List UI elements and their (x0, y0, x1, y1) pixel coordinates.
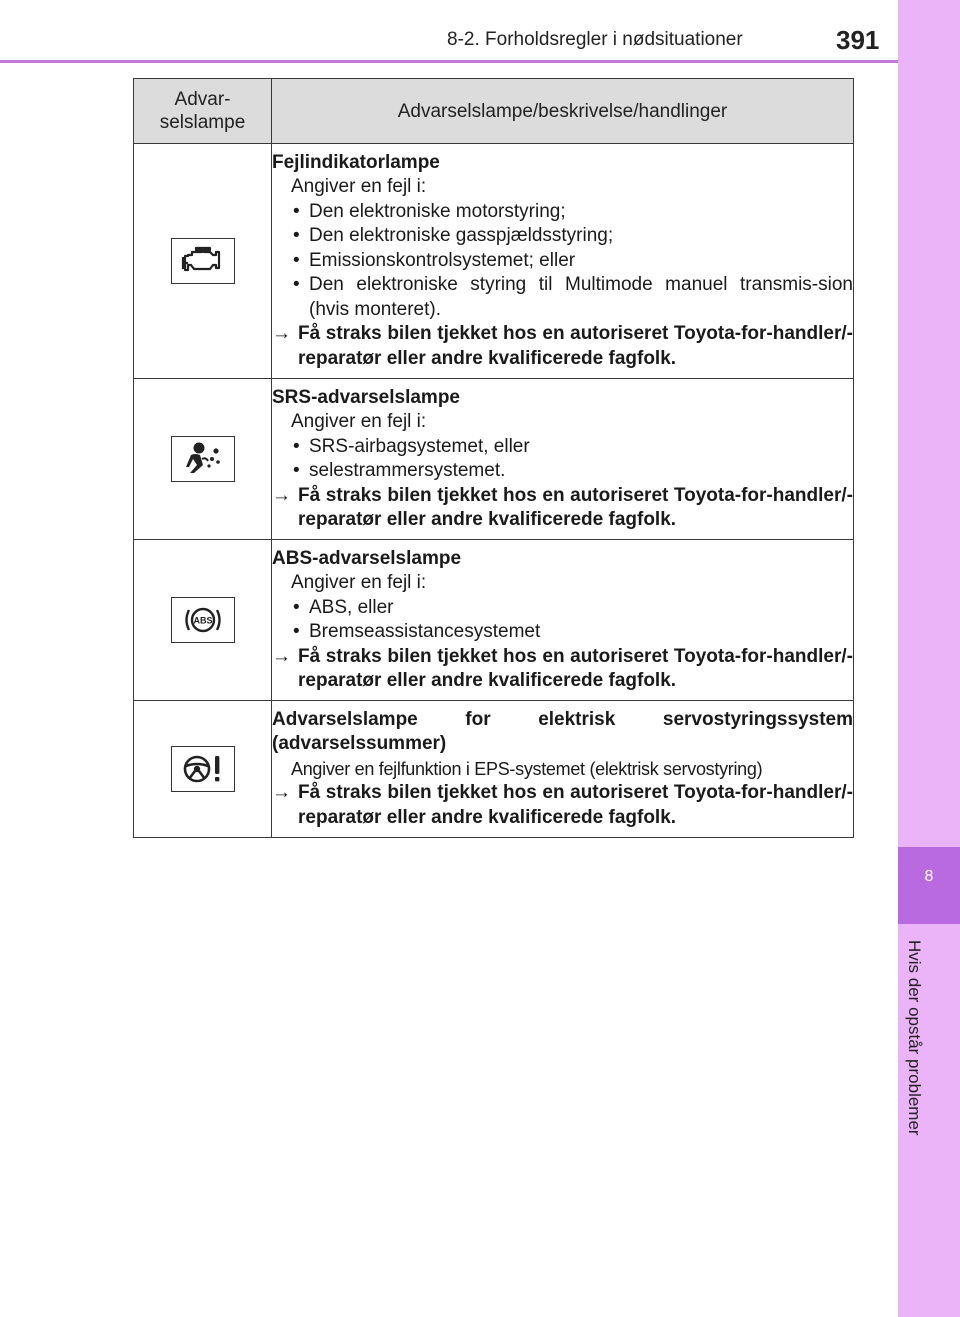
list-item: • Emissionskontrolsystemet; eller (272, 249, 853, 274)
column-header-lamp-line2: selslampe (159, 112, 246, 133)
column-header-lamp (134, 79, 272, 144)
page-number: 391 (836, 25, 880, 55)
icon-cell (134, 379, 272, 540)
lamp-intro: Angiver en fejl i: (291, 176, 427, 198)
list-item: • Den elektroniske gasspjældsstyring; (272, 224, 853, 249)
table-row (134, 540, 854, 701)
list-item: • Bremseassistancesystemet (272, 620, 853, 645)
description-cell (272, 379, 854, 540)
srs-airbag-icon (171, 436, 235, 482)
column-header-lamp-line1: Advar- (174, 89, 231, 110)
lamp-intro: Angiver en fejl i: (291, 411, 427, 432)
section-title: 8-2. Forholdsregler i nødsituationer (447, 29, 743, 50)
description-cell (272, 701, 854, 838)
icon-cell (134, 701, 272, 838)
action-text: Få straks bilen tjekket hos en autoriseret Toyota-for-handler/-reparatør eller andre kvalificerede fagfolk. (298, 323, 853, 369)
icon-cell (134, 540, 272, 701)
column-header-description: Advarselslampe/beskrivelse/handlinger (272, 79, 854, 144)
action-note (272, 781, 853, 830)
list-item: • ABS, eller (272, 596, 853, 621)
action-note (272, 645, 853, 694)
icon-cell (134, 144, 272, 379)
list-item: • Den elektroniske styring til Multimode manuel transmis-sion (hvis monteret). (272, 273, 853, 322)
table-header-row (134, 79, 854, 144)
lamp-title: ABS-advarselslampe (272, 547, 462, 569)
engine-check-icon (171, 238, 235, 284)
lamp-intro: Angiver en fejlfunktion i EPS-systemet (elektrisk servostyring) (291, 758, 763, 779)
abs-warning-icon (171, 597, 235, 643)
table-row (134, 701, 854, 838)
action-text: Få straks bilen tjekket hos en autoriseret Toyota-for-handler/-reparatør eller andre kvalificerede fagfolk. (298, 645, 853, 691)
lamp-title: SRS-advarselslampe (272, 386, 460, 408)
lamp-title-continued: (advarselssummer) (272, 733, 447, 755)
header-divider (0, 60, 898, 63)
lamp-title: Advarselslampe for elektrisk servostyringssystem (272, 708, 853, 730)
table-row (134, 379, 854, 540)
table-row (134, 144, 854, 379)
arrow-icon: → (272, 645, 291, 667)
arrow-icon: → (272, 782, 291, 804)
description-cell (272, 540, 854, 701)
list-item: • Den elektroniske motorstyring; (272, 200, 853, 225)
action-note (272, 322, 853, 371)
action-text: Få straks bilen tjekket hos en autoriseret Toyota-for-handler/-reparatør eller andre kvalificerede fagfolk. (298, 782, 853, 828)
description-cell (272, 144, 854, 379)
chapter-title: Hvis der opstår problemer (905, 940, 924, 1136)
list-item: • SRS-airbagsystemet, eller (272, 435, 853, 460)
action-note (272, 484, 853, 533)
abs-label: ABS (192, 615, 213, 626)
lamp-intro: Angiver en fejl i: (291, 572, 427, 593)
list-item: • selestrammersystemet. (272, 459, 853, 484)
power-steering-warning-icon (171, 746, 235, 792)
warning-lights-table (133, 78, 854, 838)
action-text: Få straks bilen tjekket hos en autoriseret Toyota-for-handler/-reparatør eller andre kvalificerede fagfolk. (298, 484, 853, 530)
chapter-number: 8 (924, 868, 934, 885)
lamp-title: Fejlindikatorlampe (272, 151, 440, 173)
arrow-icon: → (272, 323, 291, 345)
arrow-icon: → (272, 484, 291, 506)
